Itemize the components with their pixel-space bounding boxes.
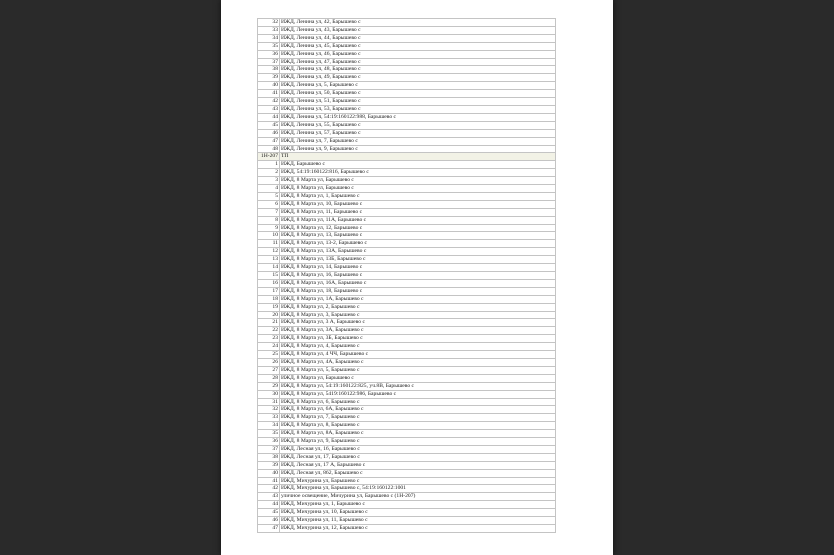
row-description: ИЖД, Лесная ул, 17 А, Барышево с [280,461,556,469]
row-number: 2 [258,169,280,177]
row-number: 39 [258,461,280,469]
row-description: ИЖД, 8 Марта ул, 3Б, Барышево с [280,335,556,343]
table-row [258,129,556,137]
row-description: ИЖД, Ленина ул, 51, Барышево с [280,98,556,106]
row-number: 27 [258,366,280,374]
table-row [258,295,556,303]
row-description: ИЖД, 8 Марта ул, 1, Барышево с [280,192,556,200]
row-description: ИЖД, 8 Марта ул, 13Б, Барышево с [280,256,556,264]
row-number: 12 [258,248,280,256]
row-number: 17 [258,287,280,295]
row-number: 40 [258,469,280,477]
row-number: 28 [258,374,280,382]
table-row [258,366,556,374]
row-description: ИЖД, 8 Марта ул, 3, Барышево с [280,311,556,319]
row-description: ИЖД, 8 Марта ул, 16А, Барышево с [280,279,556,287]
table-row [258,358,556,366]
table-row [258,98,556,106]
row-description: ИЖД, Лесная ул, 17, Барышево с [280,453,556,461]
table-row [258,256,556,264]
row-description: ИЖД, Ленина ул, 46, Барышево с [280,50,556,58]
table-row [258,517,556,525]
row-number: 19 [258,303,280,311]
row-number: 32 [258,19,280,27]
table-row [258,169,556,177]
row-description: ИЖД, 8 Марта ул, 3 А, Барышево с [280,319,556,327]
table-row [258,343,556,351]
row-number: 43 [258,493,280,501]
row-number: 11 [258,240,280,248]
row-description: ИЖД, 8 Марта ул, 3А, Барышево с [280,327,556,335]
row-number: 8 [258,216,280,224]
row-description: ИЖД, Мичурина ул, 11, Барышево с [280,517,556,525]
table-row [258,303,556,311]
row-number: 31 [258,398,280,406]
row-number: 35 [258,430,280,438]
row-number: 34 [258,422,280,430]
table-row [258,453,556,461]
table-row [258,232,556,240]
table-row [258,240,556,248]
table-row [258,26,556,34]
row-description: ИЖД, 8 Марта ул, 6А, Барышево с [280,406,556,414]
table-row [258,327,556,335]
table-row [258,74,556,82]
row-number: 44 [258,113,280,121]
table-row [258,200,556,208]
table-row [258,42,556,50]
row-description: ИЖД, 8 Марта ул, 13А, Барышево с [280,248,556,256]
table-row [258,279,556,287]
row-number: 46 [258,129,280,137]
row-number: 34 [258,34,280,42]
row-description: ИЖД, 54:19:160122:816, Барышево с [280,169,556,177]
row-number: 48 [258,145,280,153]
table-row [258,525,556,533]
row-number: 37 [258,445,280,453]
row-description: ИЖД, 8 Марта ул, 6, Барышево с [280,398,556,406]
table-row [258,216,556,224]
row-number: 26 [258,358,280,366]
row-description: ИЖД, Ленина ул, 47, Барышево с [280,58,556,66]
row-number: 36 [258,50,280,58]
row-description: ИЖД, Лесная ул, 16, Барышево с [280,445,556,453]
row-description: ИЖД, 8 Марта ул, 7, Барышево с [280,414,556,422]
table-row [258,224,556,232]
row-number: 22 [258,327,280,335]
row-description: ИЖД, Ленина ул, 9, Барышево с [280,145,556,153]
row-description: ИЖД, 8 Марта ул, 9, Барышево с [280,438,556,446]
row-description: ИЖД, Мичурина ул, 1, Барышево с [280,501,556,509]
table-row [258,34,556,42]
table-row [258,430,556,438]
row-description: ИЖД, Ленина ул, 48, Барышево с [280,66,556,74]
row-description: ИЖД, Ленина ул, 7, Барышево с [280,137,556,145]
row-number: 16 [258,279,280,287]
row-description: ИЖД, 8 Марта ул, 8, Барышево с [280,422,556,430]
row-number: 36 [258,438,280,446]
row-description: ИЖД, 8 Марта ул, 2, Барышево с [280,303,556,311]
table-row [258,90,556,98]
row-description: ИЖД, 8 Марта ул, 10, Барышево с [280,200,556,208]
table-row [258,382,556,390]
row-number: 20 [258,311,280,319]
row-number: 7 [258,208,280,216]
table-row [258,493,556,501]
row-description: ИЖД, Ленина ул, 5, Барышево с [280,82,556,90]
table-row [258,477,556,485]
row-number: 18 [258,295,280,303]
table-row [258,185,556,193]
row-description: ИЖД, Ленина ул, 53, Барышево с [280,105,556,113]
row-number: 41 [258,90,280,98]
table-row [258,501,556,509]
table-row [258,469,556,477]
row-description: ИЖД, 8 Марта ул, 4, Барышево с [280,343,556,351]
row-number: 33 [258,414,280,422]
table-row [258,208,556,216]
row-number: 44 [258,501,280,509]
table-row [258,398,556,406]
row-description: ИЖД, 8 Марта ул, Барышево с [280,185,556,193]
row-number: 46 [258,517,280,525]
row-description: уличное освещение, Мичурина ул, Барышево с (1Н-207) [280,493,556,501]
row-number: 29 [258,382,280,390]
row-description: ИЖД, Ленина ул, 42, Барышево с [280,19,556,27]
row-number: 33 [258,26,280,34]
table-row [258,485,556,493]
table-row [258,137,556,145]
row-description: ИЖД, 8 Марта ул, 11А, Барышево с [280,216,556,224]
row-description: ИЖД, Мичурина ул, Барышево с, 54:19:160122:1001 [280,485,556,493]
row-number: 38 [258,66,280,74]
row-description: ИЖД, 8 Марта ул, 18, Барышево с [280,287,556,295]
row-description: ИЖД, 8 Марта ул, 13-2, Барышево с [280,240,556,248]
row-description: ИЖД, 8 Марта ул, 8А, Барышево с [280,430,556,438]
address-table [257,18,556,533]
row-description: ИЖД, 8 Марта ул, Барышево с [280,177,556,185]
row-description: ИЖД, 8 Марта ул, 4А, Барышево с [280,358,556,366]
table-row [258,509,556,517]
table-row [258,161,556,169]
row-number: 38 [258,453,280,461]
table-row [258,105,556,113]
section-row [258,153,556,161]
table-row [258,390,556,398]
table-row [258,121,556,129]
row-number: 6 [258,200,280,208]
row-description: ИЖД, Барышево с [280,161,556,169]
table-row [258,58,556,66]
row-description: ИЖД, 8 Марта ул, 14, Барышево с [280,264,556,272]
row-number: 41 [258,477,280,485]
table-row [258,177,556,185]
row-description: ИЖД, Мичурина ул, 12, Барышево с [280,525,556,533]
row-description: ИЖД, 8 Марта ул, 11, Барышево с [280,208,556,216]
table-row [258,461,556,469]
row-number: 1 [258,161,280,169]
table-row [258,19,556,27]
table-row [258,264,556,272]
table-row [258,438,556,446]
row-number: 35 [258,42,280,50]
row-number: 37 [258,58,280,66]
table-row [258,311,556,319]
row-description: ИЖД, 8 Марта ул, Барышево с [280,374,556,382]
table-row [258,287,556,295]
row-number: 15 [258,272,280,280]
row-description: ИЖД, 8 Марта ул, 16, Барышево с [280,272,556,280]
row-number: 10 [258,232,280,240]
table-row [258,50,556,58]
table-row [258,351,556,359]
address-table-body [258,19,556,533]
row-description: ИЖД, 8 Марта ул, 12, Барышево с [280,224,556,232]
table-row [258,422,556,430]
table-row [258,82,556,90]
row-number: 3 [258,177,280,185]
row-number: 32 [258,406,280,414]
row-description: ИЖД, 8 Марта ул, 1А, Барышево с [280,295,556,303]
row-description: ТП [280,153,556,161]
row-number: 42 [258,98,280,106]
row-description: ИЖД, Ленина ул, 45, Барышево с [280,42,556,50]
table-row [258,66,556,74]
row-description: ИЖД, Ленина ул, 44, Барышево с [280,34,556,42]
row-description: ИЖД, 8 Марта ул, 4 ЧЧ, Барышево с [280,351,556,359]
table-row [258,113,556,121]
row-description: ИЖД, Ленина ул, 50, Барышево с [280,90,556,98]
row-description: ИЖД, 8 Марта ул, 54:19:160122:825, уч.8В, Барышево с [280,382,556,390]
row-number: 47 [258,525,280,533]
table-row [258,406,556,414]
table-row [258,414,556,422]
table-row [258,145,556,153]
row-number: 30 [258,390,280,398]
row-number: 13 [258,256,280,264]
row-description: ИЖД, 8 Марта ул, 5419:160122:986, Барышево с [280,390,556,398]
row-description: ИЖД, Мичурина ул, Барышево с [280,477,556,485]
row-description: ИЖД, Ленина ул, 43, Барышево с [280,26,556,34]
row-number: 42 [258,485,280,493]
row-description: ИЖД, 8 Марта ул, 5, Барышево с [280,366,556,374]
table-row [258,248,556,256]
row-number: 21 [258,319,280,327]
row-number: 25 [258,351,280,359]
table-row [258,319,556,327]
row-description: ИЖД, Ленина ул, 49, Барышево с [280,74,556,82]
document-page [221,0,613,555]
row-number: 47 [258,137,280,145]
row-number: 14 [258,264,280,272]
row-description: ИЖД, Ленина ул, 57, Барышево с [280,129,556,137]
row-description: ИЖД, Ленина ул, 54:19:160122:988, Барышево с [280,113,556,121]
row-description: ИЖД, Ленина ул, 55, Барышево с [280,121,556,129]
table-row [258,445,556,453]
row-description: ИЖД, Мичурина ул, 10, Барышево с [280,509,556,517]
row-number: 1Н-207 [258,153,280,161]
table-row [258,335,556,343]
row-number: 9 [258,224,280,232]
row-number: 45 [258,121,280,129]
row-number: 40 [258,82,280,90]
row-number: 4 [258,185,280,193]
row-number: 24 [258,343,280,351]
table-row [258,272,556,280]
row-number: 43 [258,105,280,113]
row-number: 39 [258,74,280,82]
row-number: 23 [258,335,280,343]
row-number: 45 [258,509,280,517]
table-row [258,374,556,382]
table-row [258,192,556,200]
row-number: 5 [258,192,280,200]
row-description: ИЖД, Лесная ул, 862, Барышево с [280,469,556,477]
row-description: ИЖД, 8 Марта ул, 13, Барышево с [280,232,556,240]
